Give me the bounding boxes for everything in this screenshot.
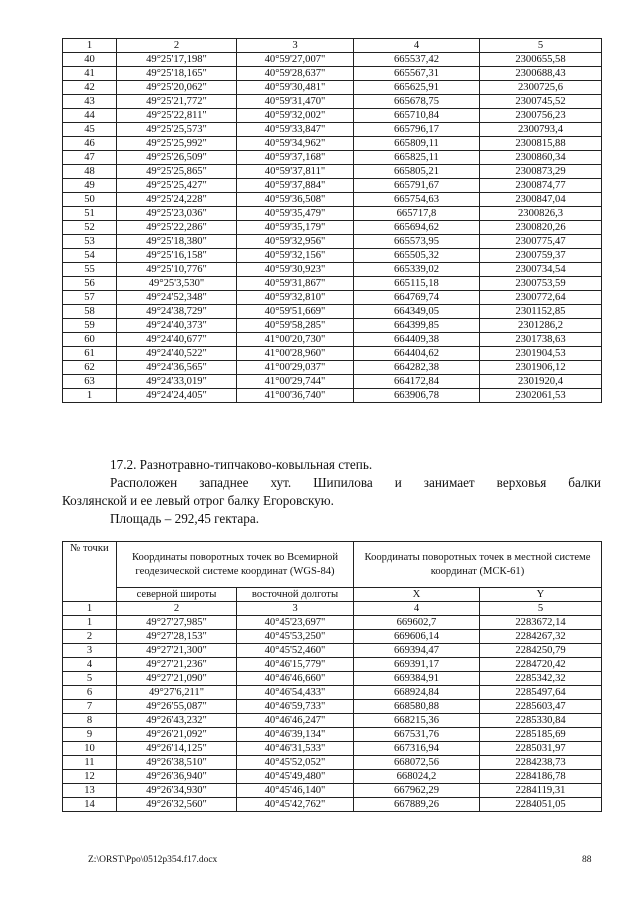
point-number-cell: 58 [63, 305, 117, 319]
point-number-cell: 6 [63, 686, 117, 700]
latitude-cell: 49°24'24,405" [117, 389, 237, 403]
table-row [63, 658, 602, 672]
latitude-cell: 49°25'10,776" [117, 263, 237, 277]
x-coordinate-cell: 665339,02 [354, 263, 480, 277]
point-number-cell: 56 [63, 277, 117, 291]
y-coordinate-cell: 2302061,53 [480, 389, 602, 403]
area-text: Площадь – 292,45 гектара. [110, 511, 260, 526]
x-coordinate-cell: 663906,78 [354, 389, 480, 403]
table-row [63, 193, 602, 207]
latitude-cell: 49°27'21,236" [117, 658, 237, 672]
longitude-cell: 41°00'20,730" [237, 333, 354, 347]
x-coordinate-cell: 665805,21 [354, 165, 480, 179]
x-coordinate-cell: 664404,62 [354, 347, 480, 361]
table-row [63, 53, 602, 67]
longitude-cell: 41°00'29,744" [237, 375, 354, 389]
y-header: Y [480, 588, 602, 602]
longitude-cell: 40°59'32,810" [237, 291, 354, 305]
longitude-cell: 40°46'31,533" [237, 742, 354, 756]
table-row [63, 81, 602, 95]
y-coordinate-cell: 2301738,63 [480, 333, 602, 347]
coordinates-table-continued [62, 38, 602, 403]
longitude-cell: 40°46'15,779" [237, 658, 354, 672]
point-number-cell: 44 [63, 109, 117, 123]
y-coordinate-cell: 2300725,6 [480, 81, 602, 95]
y-coordinate-cell: 2300759,37 [480, 249, 602, 263]
col-number-3: 3 [237, 602, 354, 616]
latitude-cell: 49°24'33,019" [117, 375, 237, 389]
x-coordinate-cell: 668215,36 [354, 714, 480, 728]
y-coordinate-cell: 2300847,04 [480, 193, 602, 207]
point-number-cell: 42 [63, 81, 117, 95]
point-number-cell: 41 [63, 67, 117, 81]
table-row [63, 333, 602, 347]
latitude-cell: 49°25'21,772" [117, 95, 237, 109]
table-row [63, 347, 602, 361]
x-coordinate-cell: 667962,29 [354, 784, 480, 798]
longitude-cell: 40°45'49,480" [237, 770, 354, 784]
x-coordinate-cell: 665796,17 [354, 123, 480, 137]
longitude-cell: 40°45'52,460" [237, 644, 354, 658]
latitude-cell: 49°27'21,300" [117, 644, 237, 658]
table-row [63, 67, 602, 81]
header-row [63, 542, 602, 588]
table-row [63, 221, 602, 235]
y-coordinate-cell: 2300826,3 [480, 207, 602, 221]
x-coordinate-cell: 664409,38 [354, 333, 480, 347]
latitude-cell: 49°26'32,560" [117, 798, 237, 812]
table-row [63, 700, 602, 714]
longitude-cell: 40°59'51,669" [237, 305, 354, 319]
table-body [63, 542, 602, 812]
table-row [63, 728, 602, 742]
latitude-cell: 49°27'28,153" [117, 630, 237, 644]
y-coordinate-cell: 2300815,88 [480, 137, 602, 151]
latitude-cell: 49°25'25,992" [117, 137, 237, 151]
longitude-cell: 40°59'31,470" [237, 95, 354, 109]
latitude-cell: 49°25'22,811" [117, 109, 237, 123]
point-number-cell: 46 [63, 137, 117, 151]
y-coordinate-cell: 2284720,42 [480, 658, 602, 672]
y-coordinate-cell: 2283672,14 [480, 616, 602, 630]
latitude-cell: 49°26'36,940" [117, 770, 237, 784]
table-row [63, 616, 602, 630]
longitude-cell: 40°59'30,481" [237, 81, 354, 95]
x-coordinate-cell: 665791,67 [354, 179, 480, 193]
longitude-cell: 40°59'33,847" [237, 123, 354, 137]
longitude-cell: 40°45'42,762" [237, 798, 354, 812]
table-row [63, 165, 602, 179]
point-number-cell: 1 [63, 616, 117, 630]
longitude-cell: 40°59'32,002" [237, 109, 354, 123]
y-coordinate-cell: 2285497,64 [480, 686, 602, 700]
latitude-cell: 49°24'36,565" [117, 361, 237, 375]
point-number-cell: 1 [63, 389, 117, 403]
longitude-cell: 40°45'23,697" [237, 616, 354, 630]
y-coordinate-cell: 2300860,34 [480, 151, 602, 165]
latitude-cell: 49°25'18,380" [117, 235, 237, 249]
point-number-cell: 5 [63, 672, 117, 686]
x-coordinate-cell: 665710,84 [354, 109, 480, 123]
x-coordinate-cell: 664172,84 [354, 375, 480, 389]
table-row [63, 249, 602, 263]
latitude-cell: 49°25'25,427" [117, 179, 237, 193]
table-row [63, 770, 602, 784]
longitude-cell: 41°00'29,037" [237, 361, 354, 375]
table-row [63, 798, 602, 812]
longitude-cell: 40°59'58,285" [237, 319, 354, 333]
point-number-cell: 11 [63, 756, 117, 770]
table-row [63, 207, 602, 221]
longitude-header: восточной долготы [237, 588, 354, 602]
col-number-2: 2 [117, 602, 237, 616]
table-row [63, 235, 602, 249]
point-number-cell: 4 [63, 658, 117, 672]
x-coordinate-cell: 665625,91 [354, 81, 480, 95]
table-row [63, 742, 602, 756]
longitude-cell: 40°46'39,134" [237, 728, 354, 742]
y-coordinate-cell: 2300753,59 [480, 277, 602, 291]
latitude-cell: 49°26'21,092" [117, 728, 237, 742]
y-coordinate-cell: 2300688,43 [480, 67, 602, 81]
table-row [63, 109, 602, 123]
table-row [63, 389, 602, 403]
latitude-cell: 49°25'16,158" [117, 249, 237, 263]
longitude-cell: 40°59'37,884" [237, 179, 354, 193]
x-coordinate-cell: 669394,47 [354, 644, 480, 658]
point-number-cell: 3 [63, 644, 117, 658]
latitude-cell: 49°24'38,729" [117, 305, 237, 319]
y-coordinate-cell: 2301286,2 [480, 319, 602, 333]
longitude-cell: 40°59'36,508" [237, 193, 354, 207]
x-coordinate-cell: 665809,11 [354, 137, 480, 151]
table-row [63, 277, 602, 291]
col-number-3: 3 [237, 39, 354, 53]
x-coordinate-cell: 668024,2 [354, 770, 480, 784]
longitude-cell: 40°59'35,179" [237, 221, 354, 235]
y-coordinate-cell: 2285342,32 [480, 672, 602, 686]
longitude-cell: 41°00'36,740" [237, 389, 354, 403]
x-coordinate-cell: 665825,11 [354, 151, 480, 165]
point-number-cell: 43 [63, 95, 117, 109]
point-number-cell: 62 [63, 361, 117, 375]
point-number-cell: 7 [63, 700, 117, 714]
col-number-1: 1 [63, 602, 117, 616]
point-number-cell: 10 [63, 742, 117, 756]
table-row [63, 672, 602, 686]
point-number-cell: 57 [63, 291, 117, 305]
y-coordinate-cell: 2301920,4 [480, 375, 602, 389]
table-row [63, 137, 602, 151]
point-number-cell: 12 [63, 770, 117, 784]
longitude-cell: 40°46'59,733" [237, 700, 354, 714]
y-coordinate-cell: 2301904,53 [480, 347, 602, 361]
y-coordinate-cell: 2300756,23 [480, 109, 602, 123]
point-number-cell: 9 [63, 728, 117, 742]
point-number-cell: 13 [63, 784, 117, 798]
latitude-cell: 49°25'25,865" [117, 165, 237, 179]
longitude-cell: 40°59'30,923" [237, 263, 354, 277]
x-coordinate-cell: 669384,91 [354, 672, 480, 686]
point-number-cell: 54 [63, 249, 117, 263]
latitude-cell: 49°24'40,677" [117, 333, 237, 347]
x-coordinate-cell: 664349,05 [354, 305, 480, 319]
longitude-cell: 40°59'32,156" [237, 249, 354, 263]
latitude-cell: 49°26'34,930" [117, 784, 237, 798]
col-number-5: 5 [480, 39, 602, 53]
x-coordinate-cell: 665505,32 [354, 249, 480, 263]
point-number-cell: 47 [63, 151, 117, 165]
point-number-cell: 50 [63, 193, 117, 207]
latitude-cell: 49°25'3,530" [117, 277, 237, 291]
col-number-4: 4 [354, 602, 480, 616]
y-coordinate-cell: 2300655,58 [480, 53, 602, 67]
longitude-cell: 40°59'37,168" [237, 151, 354, 165]
x-coordinate-cell: 664399,85 [354, 319, 480, 333]
table-row [63, 756, 602, 770]
coordinates-table [62, 541, 602, 812]
x-coordinate-cell: 665115,18 [354, 277, 480, 291]
latitude-cell: 49°25'24,228" [117, 193, 237, 207]
point-number-cell: 52 [63, 221, 117, 235]
latitude-cell: 49°27'21,090" [117, 672, 237, 686]
x-coordinate-cell: 665694,62 [354, 221, 480, 235]
x-coordinate-cell: 665754,63 [354, 193, 480, 207]
point-number-cell: 8 [63, 714, 117, 728]
point-number-cell: 48 [63, 165, 117, 179]
longitude-cell: 40°59'27,007" [237, 53, 354, 67]
longitude-cell: 40°45'46,140" [237, 784, 354, 798]
table-row [63, 375, 602, 389]
longitude-cell: 40°46'46,247" [237, 714, 354, 728]
table-row [63, 179, 602, 193]
msk61-header: Координаты поворотных точек в местной системе координат (МСК-61) [354, 542, 602, 588]
latitude-cell: 49°24'52,348" [117, 291, 237, 305]
x-coordinate-cell: 667889,26 [354, 798, 480, 812]
x-coordinate-cell: 669391,17 [354, 658, 480, 672]
longitude-cell: 40°59'32,956" [237, 235, 354, 249]
col-number-2: 2 [117, 39, 237, 53]
column-number-row [63, 39, 602, 53]
point-number-cell: 55 [63, 263, 117, 277]
latitude-cell: 49°24'40,522" [117, 347, 237, 361]
longitude-cell: 41°00'28,960" [237, 347, 354, 361]
latitude-cell: 49°25'20,062" [117, 81, 237, 95]
latitude-cell: 49°26'14,125" [117, 742, 237, 756]
latitude-cell: 49°27'27,985" [117, 616, 237, 630]
point-number-cell: 60 [63, 333, 117, 347]
table-row [63, 95, 602, 109]
table-row [63, 714, 602, 728]
latitude-cell: 49°25'18,165" [117, 67, 237, 81]
x-coordinate-cell: 669606,14 [354, 630, 480, 644]
col-number-5: 5 [480, 602, 602, 616]
point-number-cell: 49 [63, 179, 117, 193]
file-path: Z:\ORST\Ppo\0512p354.f17.docx [88, 855, 218, 865]
x-coordinate-cell: 665567,31 [354, 67, 480, 81]
y-coordinate-cell: 2284267,32 [480, 630, 602, 644]
point-number-cell: 61 [63, 347, 117, 361]
y-coordinate-cell: 2285185,69 [480, 728, 602, 742]
table-row [63, 123, 602, 137]
x-coordinate-cell: 665573,95 [354, 235, 480, 249]
table-row [63, 319, 602, 333]
x-coordinate-cell: 665537,42 [354, 53, 480, 67]
latitude-cell: 49°26'55,087" [117, 700, 237, 714]
longitude-cell: 40°46'54,433" [237, 686, 354, 700]
x-coordinate-cell: 664282,38 [354, 361, 480, 375]
x-coordinate-cell: 668580,88 [354, 700, 480, 714]
x-header: X [354, 588, 480, 602]
y-coordinate-cell: 2285603,47 [480, 700, 602, 714]
latitude-cell: 49°27'6,211" [117, 686, 237, 700]
point-number-cell: 63 [63, 375, 117, 389]
column-number-row [63, 602, 602, 616]
y-coordinate-cell: 2284250,79 [480, 644, 602, 658]
longitude-cell: 40°59'31,867" [237, 277, 354, 291]
description-line-1: Расположен западнее хут. Шипилова и занимает верховья балки [110, 475, 601, 490]
x-coordinate-cell: 664769,74 [354, 291, 480, 305]
x-coordinate-cell: 667316,94 [354, 742, 480, 756]
table-body [63, 39, 602, 403]
y-coordinate-cell: 2300793,4 [480, 123, 602, 137]
y-coordinate-cell: 2284186,78 [480, 770, 602, 784]
y-coordinate-cell: 2300745,52 [480, 95, 602, 109]
table-row [63, 151, 602, 165]
point-number-cell: 2 [63, 630, 117, 644]
y-coordinate-cell: 2300772,64 [480, 291, 602, 305]
longitude-cell: 40°59'35,479" [237, 207, 354, 221]
longitude-cell: 40°46'46,660" [237, 672, 354, 686]
point-number-cell: 51 [63, 207, 117, 221]
latitude-cell: 49°25'22,286" [117, 221, 237, 235]
longitude-cell: 40°59'34,962" [237, 137, 354, 151]
col-number-4: 4 [354, 39, 480, 53]
table-row [63, 630, 602, 644]
table-row [63, 361, 602, 375]
point-number-cell: 59 [63, 319, 117, 333]
point-number-cell: 40 [63, 53, 117, 67]
section-heading: 17.2. Разнотравно-типчаково-ковыльная степь. [110, 457, 373, 472]
latitude-cell: 49°24'40,373" [117, 319, 237, 333]
table-row [63, 263, 602, 277]
longitude-cell: 40°59'28,637" [237, 67, 354, 81]
wgs84-header: Координаты поворотных точек во Всемирной геодезической системе координат (WGS-84) [117, 542, 354, 588]
point-number-header: № точки [63, 542, 117, 602]
y-coordinate-cell: 2285031,97 [480, 742, 602, 756]
latitude-cell: 49°25'23,036" [117, 207, 237, 221]
page-number: 88 [582, 855, 592, 865]
latitude-cell: 49°26'43,232" [117, 714, 237, 728]
y-coordinate-cell: 2300775,47 [480, 235, 602, 249]
col-number-1: 1 [63, 39, 117, 53]
y-coordinate-cell: 2300873,29 [480, 165, 602, 179]
y-coordinate-cell: 2301152,85 [480, 305, 602, 319]
latitude-cell: 49°25'17,198" [117, 53, 237, 67]
y-coordinate-cell: 2300874,77 [480, 179, 602, 193]
x-coordinate-cell: 669602,7 [354, 616, 480, 630]
table-row [63, 291, 602, 305]
latitude-header: северной широты [117, 588, 237, 602]
point-number-cell: 14 [63, 798, 117, 812]
y-coordinate-cell: 2301906,12 [480, 361, 602, 375]
longitude-cell: 40°59'37,811" [237, 165, 354, 179]
x-coordinate-cell: 665678,75 [354, 95, 480, 109]
y-coordinate-cell: 2284238,73 [480, 756, 602, 770]
table-row [63, 784, 602, 798]
point-number-cell: 45 [63, 123, 117, 137]
y-coordinate-cell: 2284119,31 [480, 784, 602, 798]
x-coordinate-cell: 667531,76 [354, 728, 480, 742]
y-coordinate-cell: 2284051,05 [480, 798, 602, 812]
x-coordinate-cell: 665717,8 [354, 207, 480, 221]
longitude-cell: 40°45'53,250" [237, 630, 354, 644]
longitude-cell: 40°45'52,052" [237, 756, 354, 770]
x-coordinate-cell: 668924,84 [354, 686, 480, 700]
latitude-cell: 49°25'25,573" [117, 123, 237, 137]
y-coordinate-cell: 2300734,54 [480, 263, 602, 277]
table-row [63, 686, 602, 700]
x-coordinate-cell: 668072,56 [354, 756, 480, 770]
latitude-cell: 49°26'38,510" [117, 756, 237, 770]
y-coordinate-cell: 2285330,84 [480, 714, 602, 728]
table-row [63, 644, 602, 658]
description-line-2: Козлянской и ее левый отрог балку Егоровскую. [62, 493, 334, 508]
y-coordinate-cell: 2300820,26 [480, 221, 602, 235]
table-row [63, 305, 602, 319]
subheader-row [63, 588, 602, 602]
point-number-cell: 53 [63, 235, 117, 249]
latitude-cell: 49°25'26,509" [117, 151, 237, 165]
